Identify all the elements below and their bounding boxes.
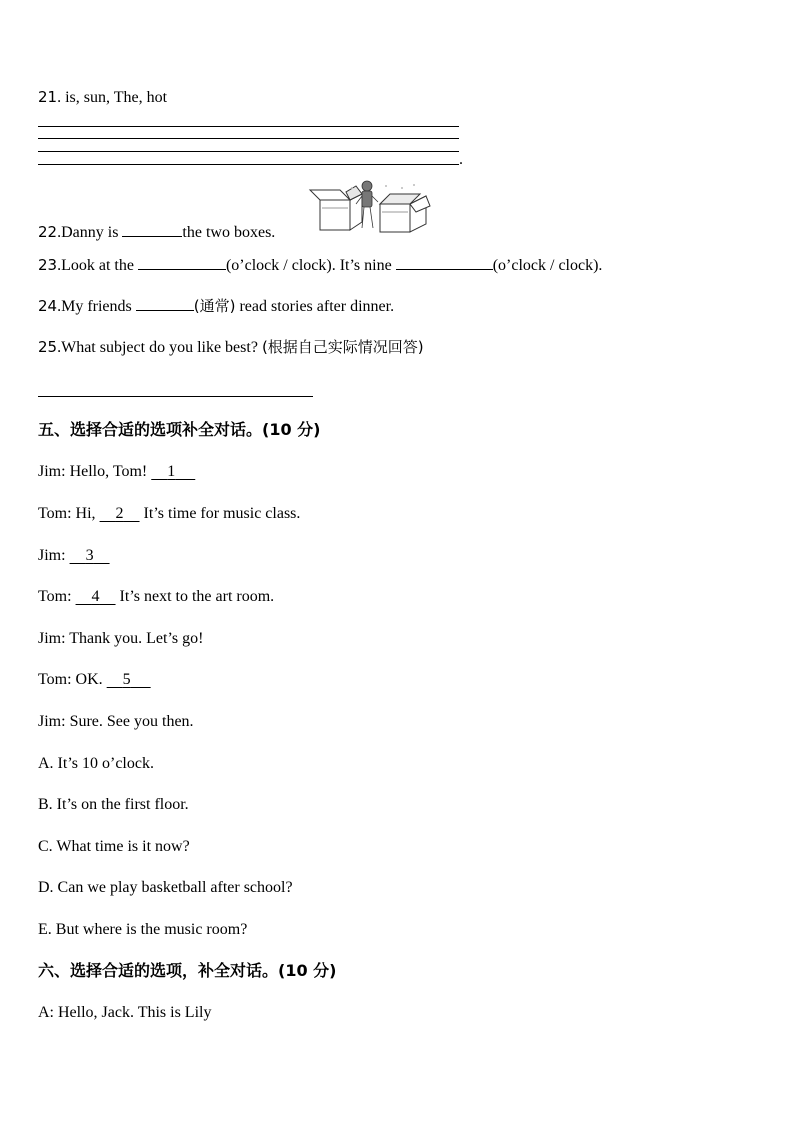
fill-blank[interactable]: [122, 221, 182, 237]
speaker: Jim:: [38, 463, 66, 480]
fill-blank[interactable]: [396, 254, 493, 270]
speaker: Jim:: [38, 713, 66, 730]
question-text: .Danny is: [57, 224, 123, 241]
blank-5[interactable]: 5: [122, 671, 131, 688]
dialogue-text: Sure. See you then.: [69, 713, 194, 730]
question-24: [38, 295, 394, 317]
hint-text: (根据自己实际情况回答): [261, 338, 424, 356]
answer-line-3[interactable]: [38, 151, 459, 152]
dialogue-line-6: [38, 670, 151, 690]
question-text: the two boxes.: [182, 224, 276, 241]
option-c: C. What time is it now?: [38, 838, 190, 855]
question-text: .Look at the: [57, 257, 138, 274]
speaker: Tom:: [38, 588, 72, 605]
option-d: D. Can we play basketball after school?: [38, 879, 293, 896]
question-text: .My friends: [57, 298, 136, 315]
dialogue-line-3: [38, 546, 110, 566]
fill-blank[interactable]: [136, 295, 194, 311]
dialogue-text: It’s next to the art room.: [115, 588, 275, 605]
option-e: E. But where is the music room?: [38, 921, 248, 938]
blank-1[interactable]: 1: [167, 463, 176, 480]
dialogue-line-4: [38, 587, 274, 607]
section-6-heading: 六、选择合适的选项，补全对话。(10 分): [38, 961, 337, 980]
blank-4[interactable]: 4: [91, 588, 100, 605]
question-number: 21: [38, 88, 58, 106]
dialogue-text: Thank you. Let’s go!: [69, 630, 204, 647]
section-5-heading: 五、选择合适的选项补全对话。(10 分): [38, 420, 321, 439]
question-text: read stories after dinner.: [235, 298, 395, 315]
answer-line-1[interactable]: [38, 126, 459, 127]
question-22: [38, 221, 275, 243]
question-text: (o’clock / clock).: [492, 257, 603, 274]
blank-3[interactable]: 3: [85, 547, 94, 564]
question-number: 24: [38, 297, 58, 315]
question-number: 22: [38, 223, 58, 241]
answer-line-2[interactable]: [38, 138, 459, 139]
question-25: [38, 337, 424, 358]
end-period: .: [459, 151, 463, 168]
blank-2[interactable]: 2: [115, 505, 124, 522]
question-number: 25: [38, 338, 58, 356]
question-text: . is, sun, The, hot: [57, 89, 168, 106]
speaker: Jim:: [38, 630, 66, 647]
option-a: A. It’s 10 o’clock.: [38, 755, 154, 772]
right-box-icon: [380, 194, 430, 232]
boxes-illustration: [306, 178, 432, 238]
answer-line-4[interactable]: [38, 164, 459, 165]
dialogue-text: Hello, Tom!: [69, 463, 152, 480]
question-text: .What subject do you like best?: [57, 339, 262, 356]
question-number: 23: [38, 256, 58, 274]
dialogue-text: It’s time for music class.: [139, 505, 301, 522]
dialogue-line-1: [38, 462, 195, 482]
dialogue-text: OK.: [75, 671, 107, 688]
answer-line[interactable]: [38, 396, 313, 397]
fill-blank[interactable]: [138, 254, 226, 270]
dialogue-line-7: [38, 712, 194, 732]
speaker: Tom:: [38, 505, 72, 522]
hint-text: (通常): [193, 297, 236, 315]
question-23: [38, 254, 602, 276]
speaker: Tom:: [38, 671, 72, 688]
question-text: (o’clock / clock). It’s nine: [225, 257, 396, 274]
question-21: [38, 87, 167, 108]
left-box-icon: [310, 186, 362, 230]
dialogue-text: Hi,: [75, 505, 100, 522]
speaker: Jim:: [38, 547, 66, 564]
option-b: B. It’s on the first floor.: [38, 796, 189, 813]
dialogue-line-5: [38, 629, 203, 649]
dialogue-line: A: Hello, Jack. This is Lily: [38, 1004, 212, 1021]
dialogue-line-2: [38, 504, 300, 524]
